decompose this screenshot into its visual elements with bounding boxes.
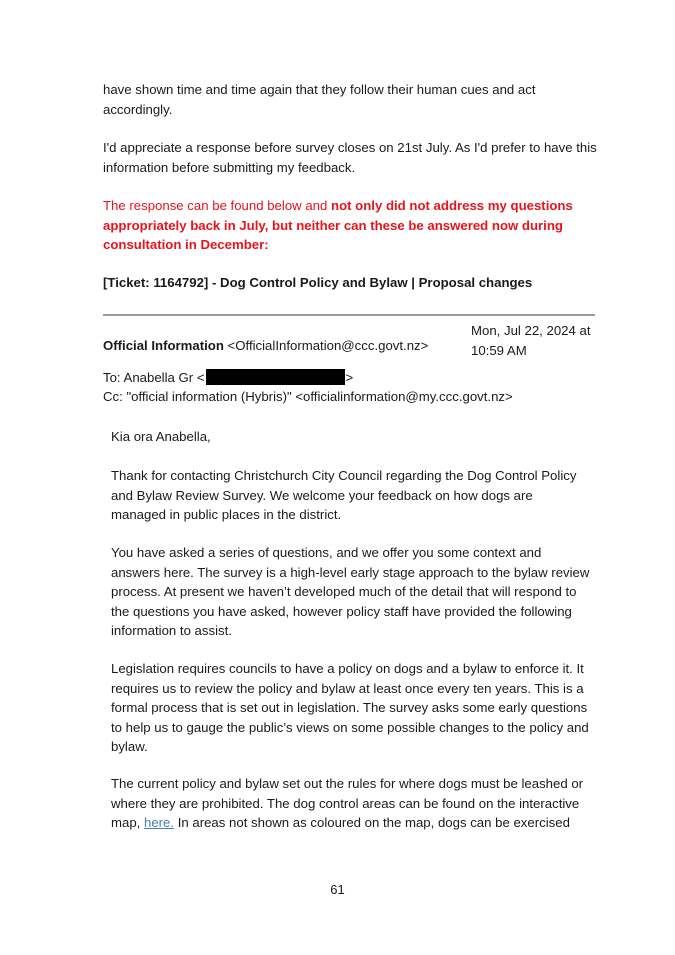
intro-paragraph-2: I'd appreciate a response before survey closes on 21st July. As I'd prefer to have this information before submitting my feedback.	[103, 140, 597, 175]
email-cc: Cc: "official information (Hybris)" <officialinformation@my.ccc.govt.nz>	[103, 389, 513, 404]
red-note-normal: The response can be found below and	[103, 198, 332, 213]
redaction-box	[206, 369, 345, 385]
email-paragraph-3: Legislation requires councils to have a policy on dogs and a bylaw to enforce it. It requires us to review the policy and bylaw at least once every ten years. This is a formal process that is set out in legislation. The survey asks some early questions to help us to gauge the public’s views on some possible changes to the policy and bylaw.	[111, 661, 589, 754]
email-date: Mon, Jul 22, 2024 at 10:59 AM	[471, 323, 591, 358]
p4-end: In areas not shown as coloured on the map, dogs can be exercised	[174, 815, 570, 830]
ticket-title: [Ticket: 1164792] - Dog Control Policy and Bylaw | Proposal changes	[103, 275, 533, 290]
to-prefix: To: Anabella Gr <	[103, 370, 205, 385]
email-greeting: Kia ora Anabella,	[111, 429, 211, 444]
email-to	[103, 368, 353, 388]
intro-paragraph-1: have shown time and time again that they follow their human cues and act accordingly.	[103, 82, 536, 117]
red-note-bold: not only did not address my questions appropriately back in July, but neither can these be answered now during consultation in December:	[103, 198, 573, 252]
header-divider	[103, 314, 595, 316]
email-paragraph-1: Thank for contacting Christchurch City Council regarding the Dog Control Policy and Bylaw Review Survey. We welcome your feedback on how dogs are managed in public places in the district.	[111, 468, 577, 522]
p4-start: The current policy and bylaw set out the rules for where dogs must be leashed or where they are prohibited. The dog control areas can be found on the interactive map,	[111, 776, 584, 830]
red-note	[103, 196, 603, 255]
page-number: 61	[330, 882, 345, 897]
map-link[interactable]: here.	[143, 815, 175, 830]
email-paragraph-4	[111, 774, 591, 833]
email-from	[103, 336, 428, 356]
from-address: <OfficialInformation@ccc.govt.nz>	[223, 338, 429, 353]
to-suffix: >	[345, 370, 354, 385]
from-name: Official Information	[103, 338, 224, 353]
email-paragraph-2: You have asked a series of questions, and we offer you some context and answers here. The survey is a high-level early stage approach to the bylaw review process. At present we haven’t developed much of the detail that will respond to the questions you have asked, however policy staff have provided the following information to assist.	[111, 545, 590, 638]
